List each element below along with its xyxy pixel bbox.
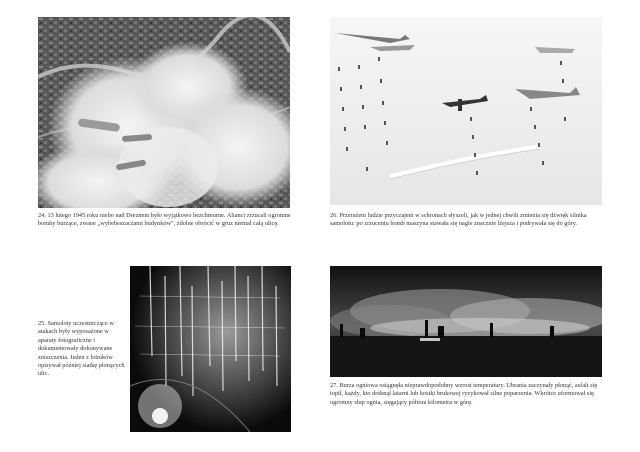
photo-aerial-bombing-dresden (38, 17, 290, 208)
caption-25: 25. Samoloty uczestniczące w atakach były wyposażone w aparaty fotograficzne i dokumentowały dokonywane zniszczenia. Jeden z lotników opisywał później siatkę płonących ulic. (38, 320, 125, 378)
caption-24: 24. 13 lutego 1945 roku niebo nad Dreznem było wyjątkowo bezchmurne. Alianci zrzucali ogromne bomby burzące, zwane „wybebeszaczami budynków", zdolne obrócić w gruz niemal całą ulicę. (38, 212, 291, 228)
caption-27: 27. Burza ogniowa osiągnęła nieprawdopodobny wzrost temperatury. Ubrania zaczynały płonąć, asfalt się topił, każdy, kto dotknął latarni lub kostki brukowej ryzykował silne poparzenia. Wkrótce uformował się ogromny słup ognia, sięgający półtora kilometra w górę. (330, 382, 598, 406)
photo-firestorm-skyline (330, 266, 602, 377)
caption-26: 26. Przerażeni ludzie przyczajeni w schronach słyszeli, jak w jednej chwili zmienia się dźwięk silnika samolotu: po zrzuceniu bomb maszyna stawała się nagle znacznie lżejsza i podrywała się do góry. (330, 212, 587, 228)
photo-bombers-dropping-bombs (330, 17, 602, 205)
photo-night-aerial-fire-streaks (130, 266, 291, 432)
